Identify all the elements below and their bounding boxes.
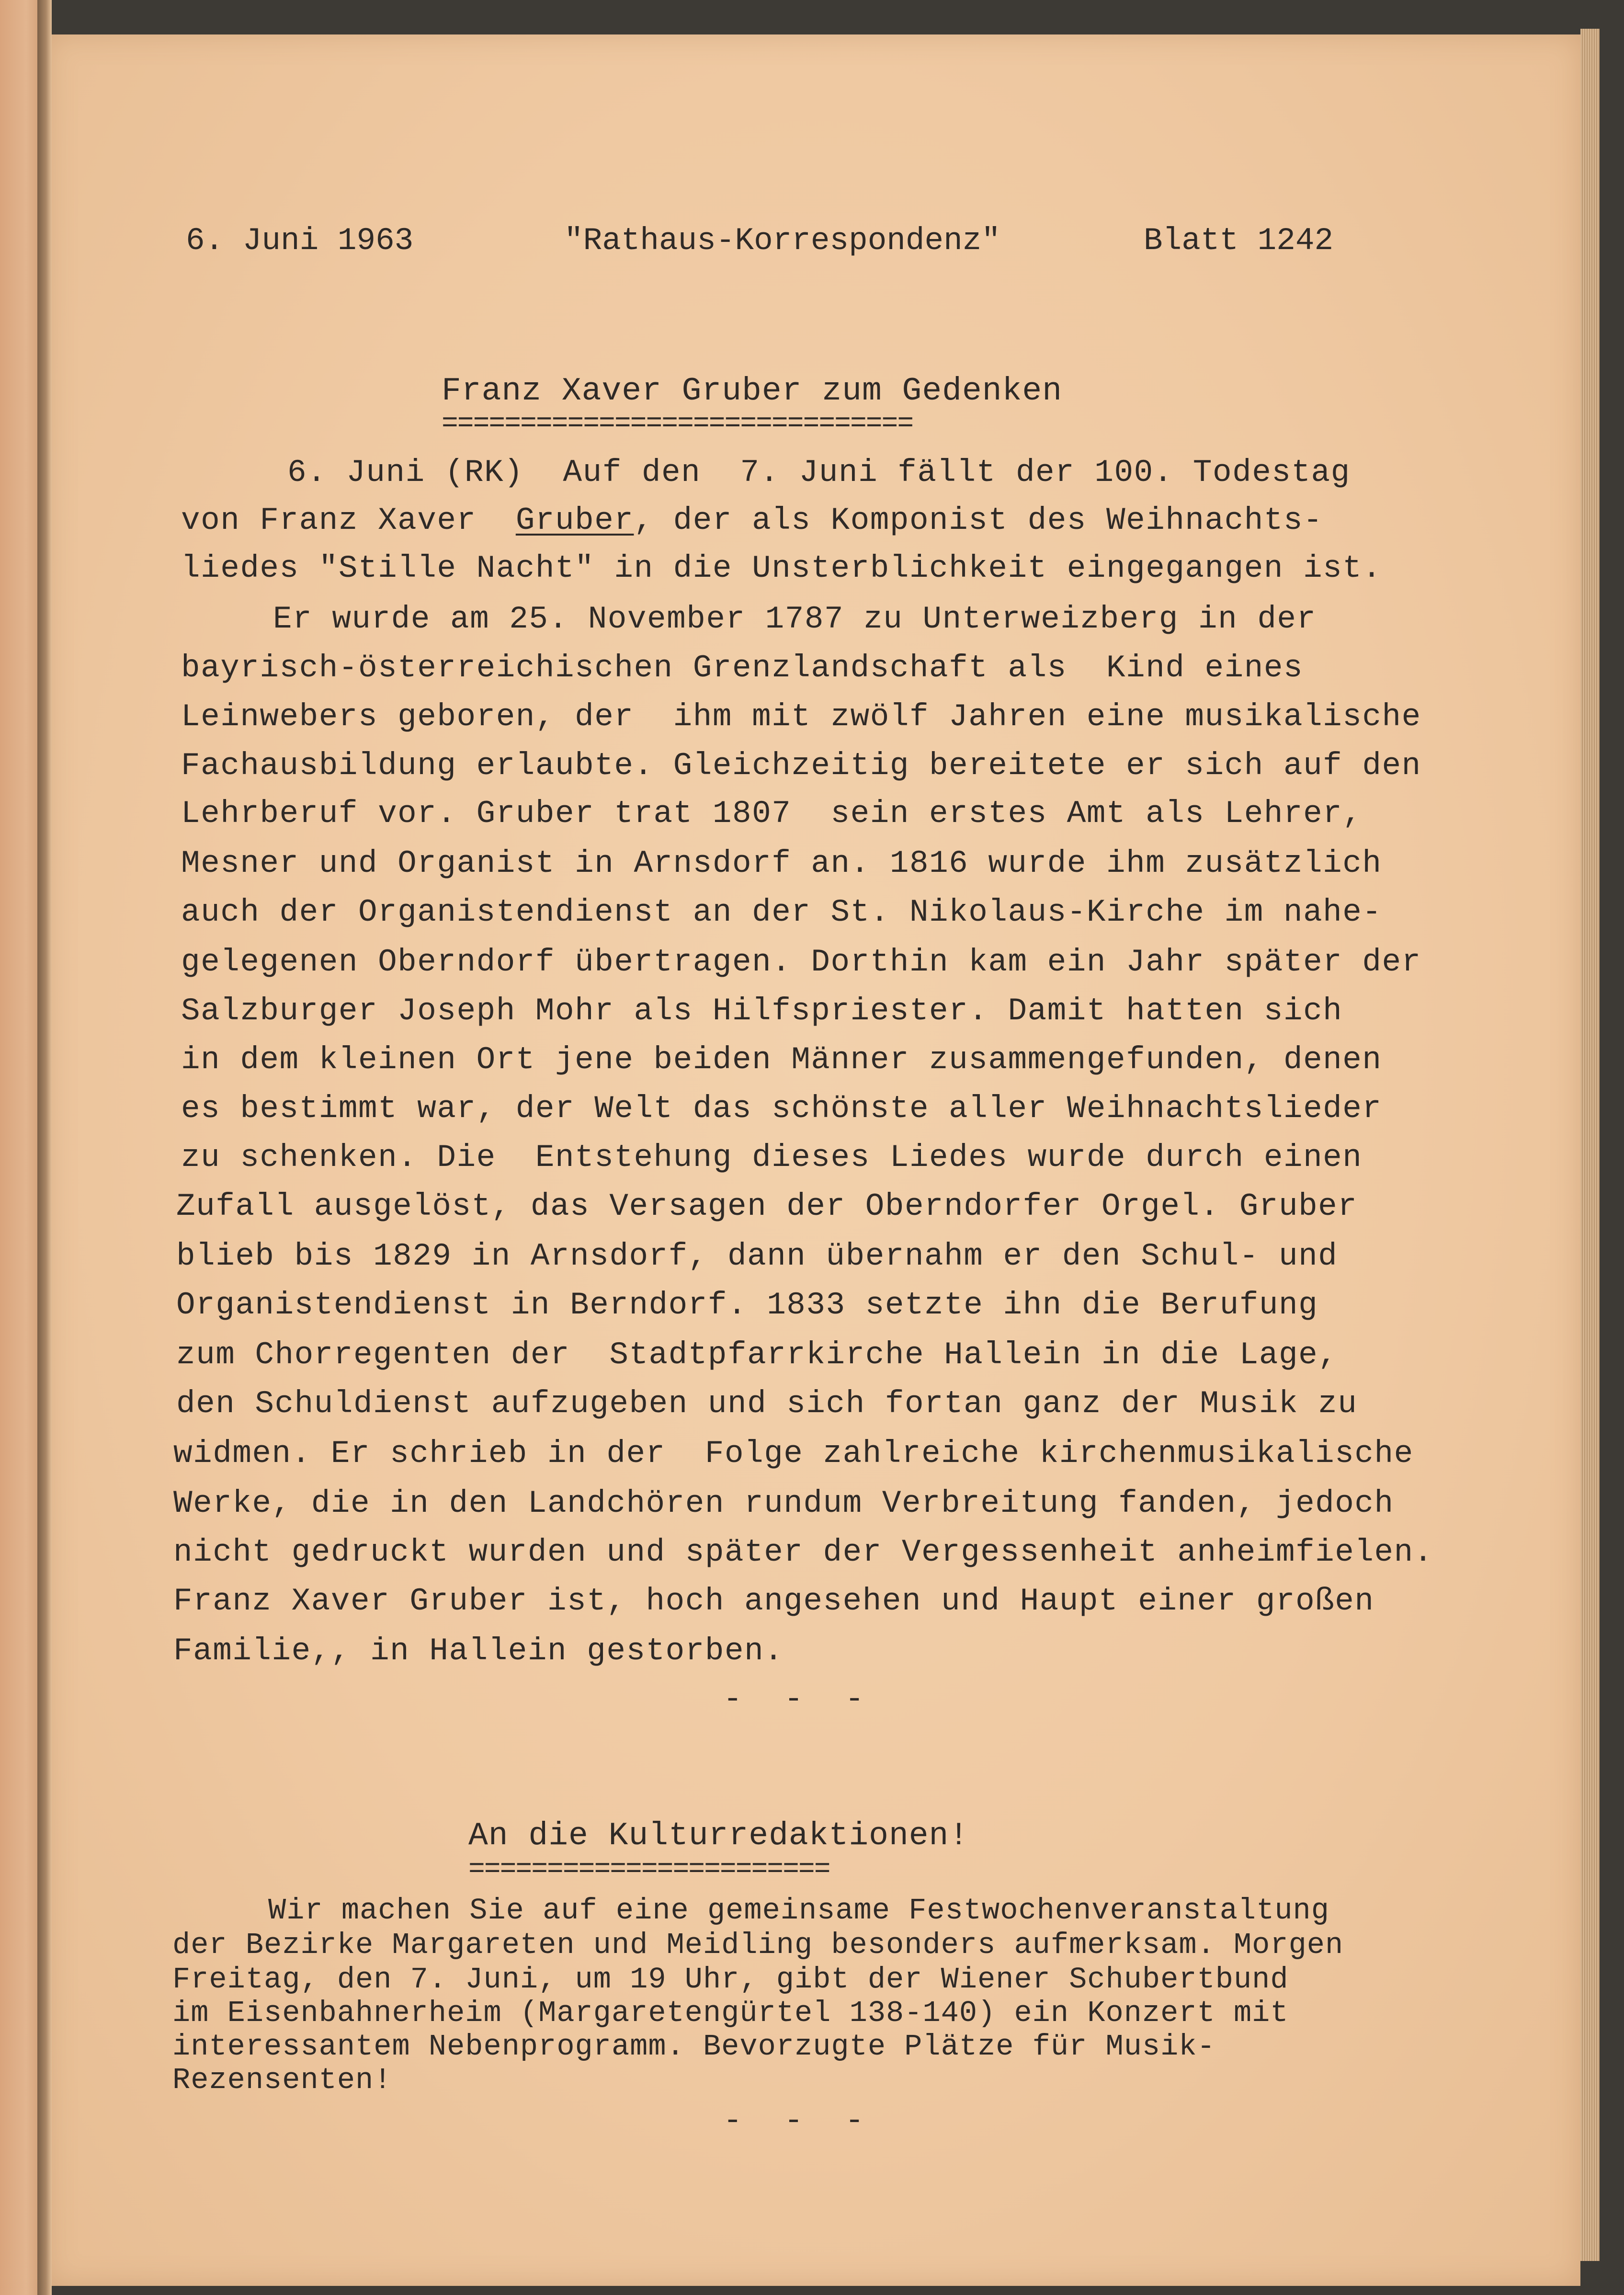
notice-line: Wir machen Sie auf eine gemeinsame Festwochenveranstaltung	[268, 1894, 1329, 1928]
article-line: Organistendienst in Berndorf. 1833 setzte ihn die Berufung	[176, 1287, 1318, 1323]
article-line: auch der Organistendienst an der St. Nikolaus-Kirche im nahe-	[181, 894, 1382, 930]
article-line: Zufall ausgelöst, das Versagen der Oberndorfer Orgel. Gruber	[176, 1188, 1358, 1224]
page-stack-edge	[1580, 29, 1600, 2261]
article-line: Er wurde am 25. November 1787 zu Unterweizberg in der	[273, 601, 1317, 637]
article-title: Franz Xaver Gruber zum Gedenken	[442, 373, 1063, 410]
book-gutter	[37, 0, 52, 2295]
article-line: widmen. Er schrieb in der Folge zahlreiche kirchenmusikalische	[173, 1436, 1414, 1472]
article-line: 6. Juni (RK) Auf den 7. Juni fällt der 100. Todestag	[287, 455, 1351, 491]
article-line: Franz Xaver Gruber ist, hoch angesehen und Haupt einer großen	[173, 1583, 1374, 1619]
article-line: bayrisch-österreichischen Grenzlandschaft als Kind eines	[181, 650, 1304, 686]
header-date: 6. Juni 1963	[186, 223, 414, 259]
article-line: Werke, die in den Landchören rundum Verbreitung fanden, jedoch	[173, 1485, 1394, 1521]
header-publication: "Rathaus-Korrespondenz"	[564, 223, 1000, 259]
header-sheet-number: Blatt 1242	[1144, 223, 1334, 259]
notice-line: Freitag, den 7. Juni, um 19 Uhr, gibt der Wiener Schubertbund	[172, 1963, 1289, 1997]
title-rule: ==============================	[442, 409, 913, 440]
article-line: Leinwebers geboren, der ihm mit zwölf Jahren eine musikalische	[181, 699, 1421, 735]
article-line-part: von Franz Xaver	[181, 502, 516, 538]
article-line: Salzburger Joseph Mohr als Hilfspriester. Damit hatten sich	[181, 993, 1343, 1029]
article-line: nicht gedruckt wurden und später der Vergessenheit anheimfielen.	[173, 1534, 1433, 1570]
title-rule: =======================	[468, 1854, 830, 1885]
article-line: Fachausbildung erlaubte. Gleichzeitig bereitete er sich auf den	[181, 748, 1421, 784]
notice-line: im Eisenbahnerheim (Margaretengürtel 138-140) ein Konzert mit	[172, 1996, 1289, 2030]
article-title: An die Kulturredaktionen!	[468, 1817, 969, 1854]
article-line: gelegenen Oberndorf übertragen. Dorthin kam ein Jahr später der	[181, 944, 1421, 980]
article-line: in dem kleinen Ort jene beiden Männer zusammengefunden, denen	[181, 1042, 1382, 1078]
article-line: zum Chorregenten der Stadtpfarrkirche Hallein in die Lage,	[176, 1337, 1338, 1373]
article-line: liedes "Stille Nacht" in die Unsterblichkeit eingegangen ist.	[181, 550, 1382, 586]
article-line	[181, 504, 1323, 537]
underlined-name: Gruber	[515, 502, 634, 538]
notice-line: Rezensenten!	[172, 2063, 392, 2097]
article-line-part: , der als Komponist des Weihnachts-	[634, 502, 1323, 538]
notice-line: der Bezirke Margareten und Meidling besonders aufmerksam. Morgen	[172, 1928, 1344, 1962]
article-line: blieb bis 1829 in Arnsdorf, dann übernahm er den Schul- und	[176, 1238, 1338, 1274]
article-line: Mesner und Organist in Arnsdorf an. 1816 wurde ihm zusätzlich	[181, 845, 1382, 881]
article-line: zu schenken. Die Entstehung dieses Liedes wurde durch einen	[181, 1140, 1363, 1176]
article-line: es bestimmt war, der Welt das schönste aller Weihnachtslieder	[181, 1091, 1382, 1127]
article-line: Familie,, in Hallein gestorben.	[173, 1633, 784, 1669]
notice-line: interessantem Nebenprogramm. Bevorzugte Plätze für Musik-	[172, 2030, 1215, 2064]
section-end-mark: - - -	[723, 1681, 876, 1717]
article-line: Lehrberuf vor. Gruber trat 1807 sein erstes Amt als Lehrer,	[181, 796, 1363, 832]
article-line: den Schuldienst aufzugeben und sich fortan ganz der Musik zu	[176, 1386, 1358, 1422]
section-end-mark: - - -	[723, 2103, 876, 2139]
